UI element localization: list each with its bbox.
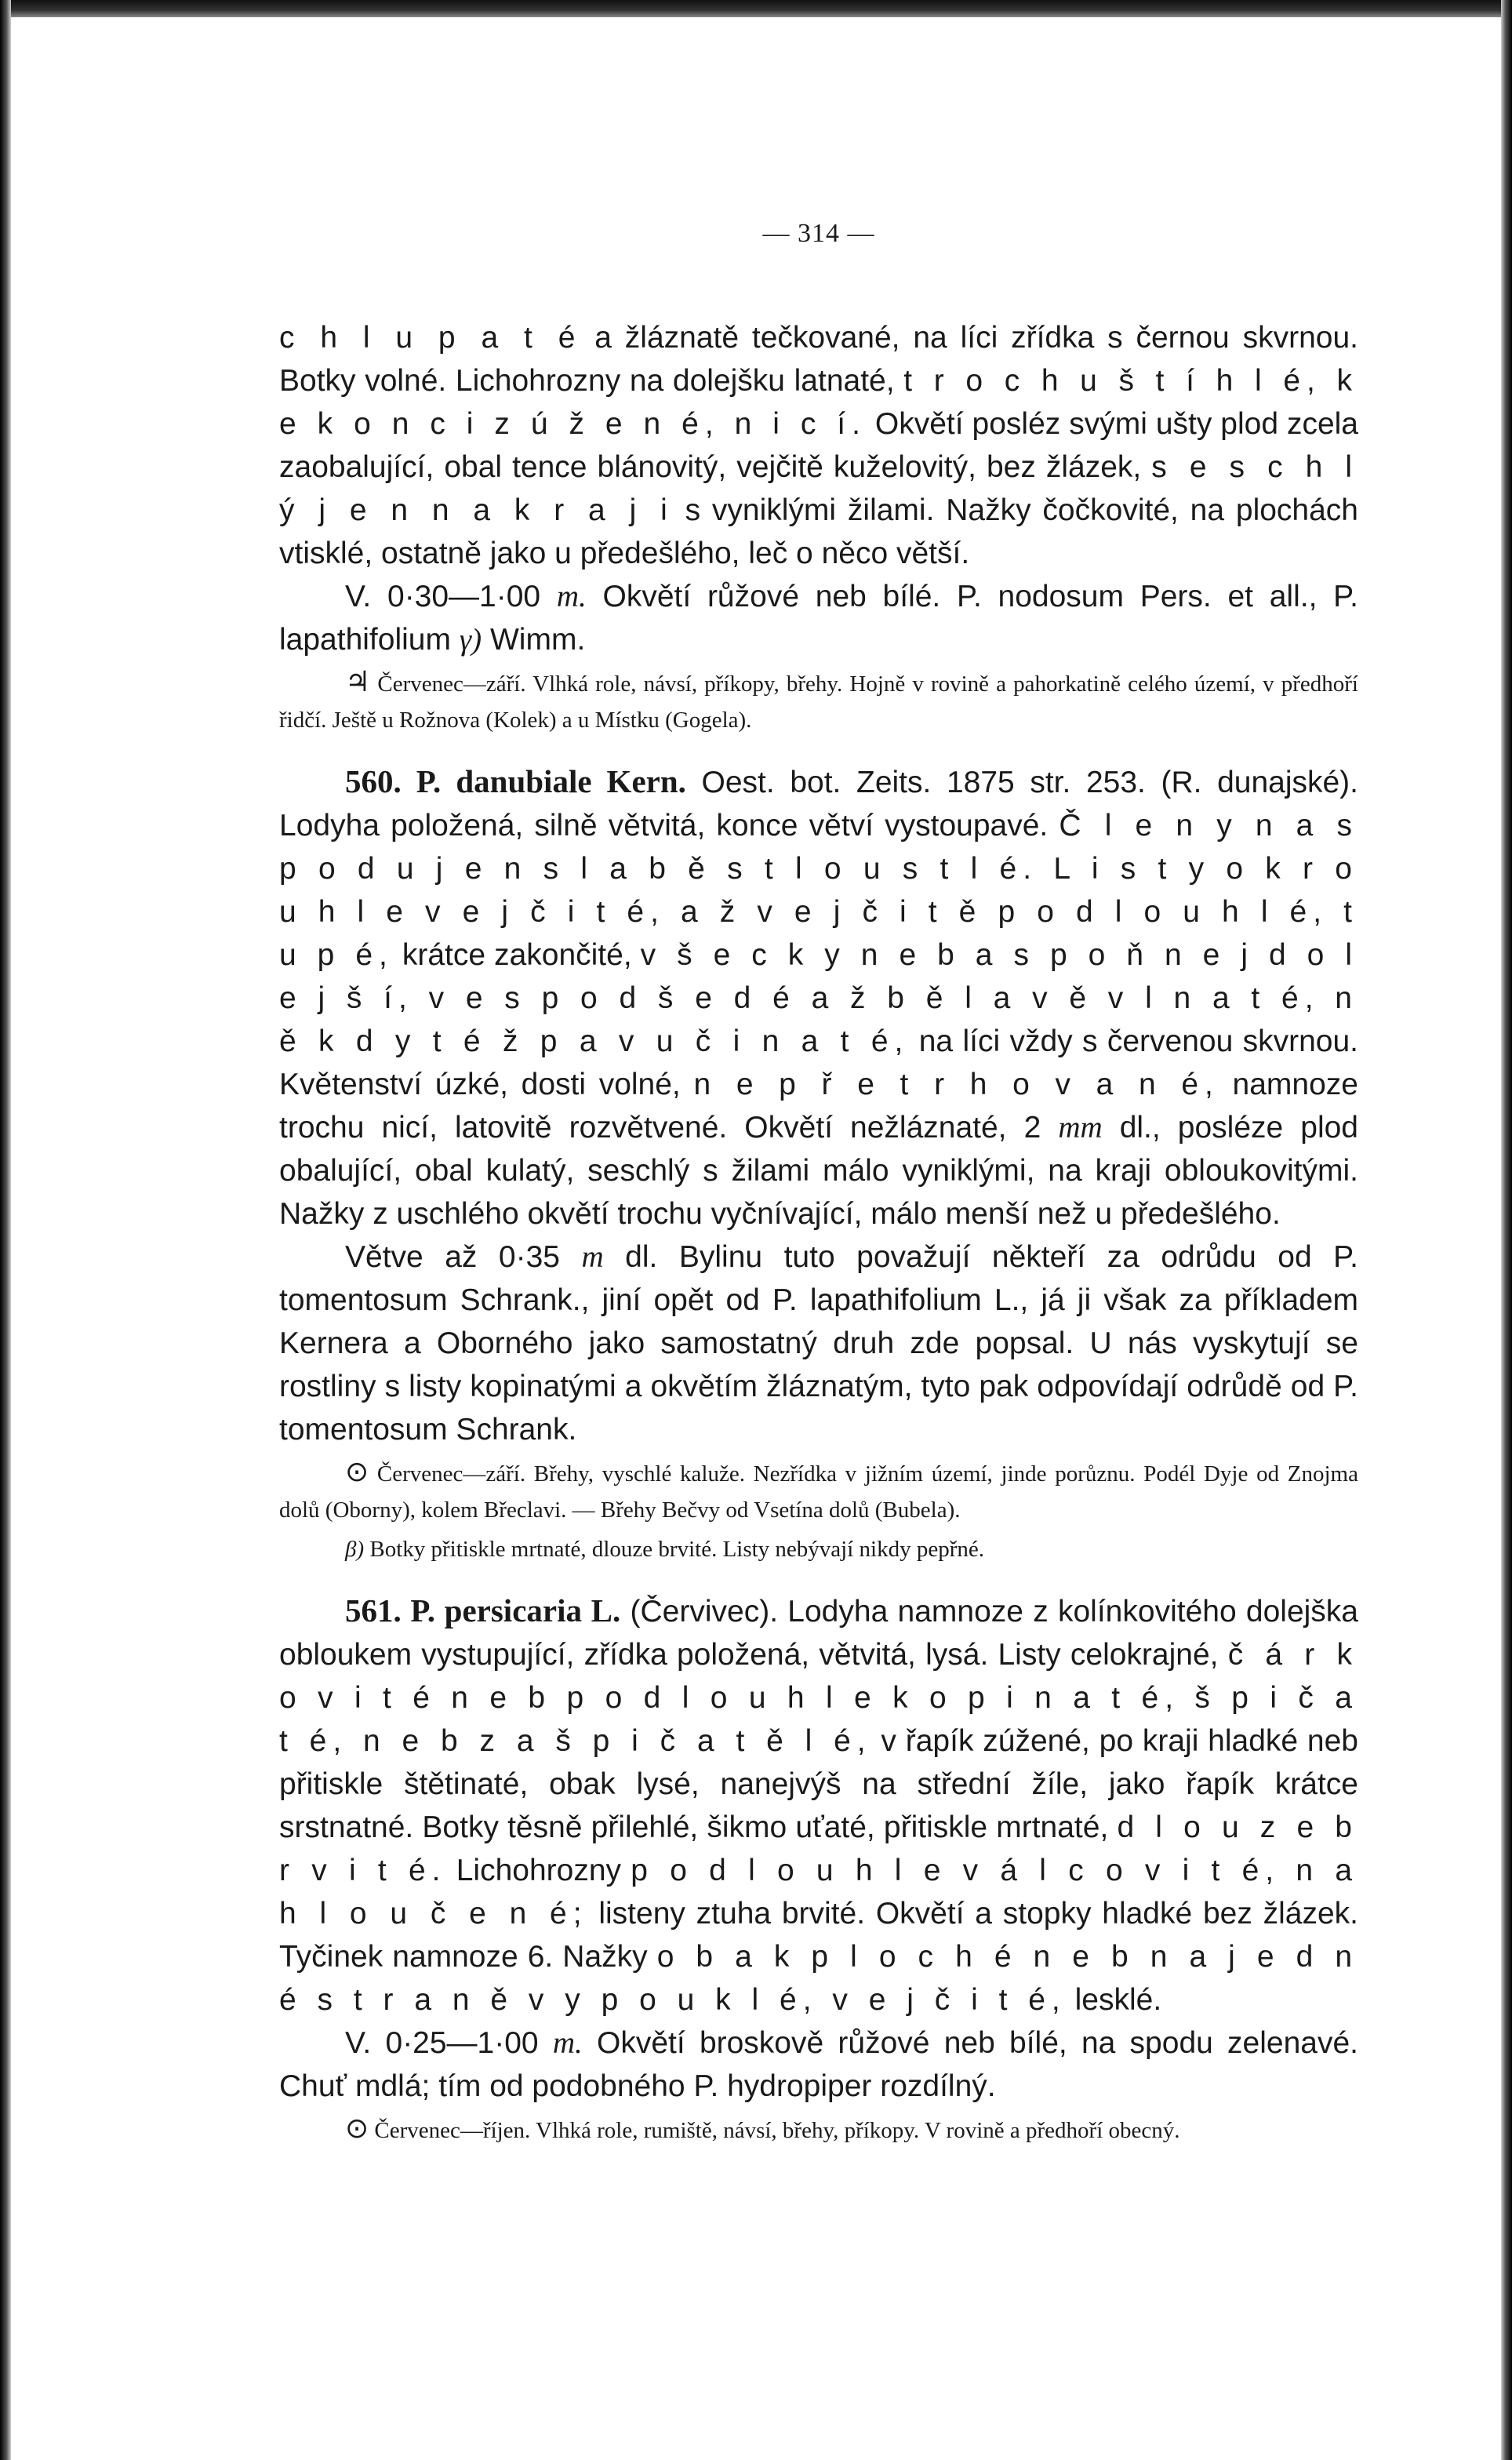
spaced-text: s e s c h l ý j e n n a k r a j i <box>279 450 1358 527</box>
body-text: Oest. bot. Zeits. 1875 str. 253. (R. dunajské). Lodyha položená, silně větvitá, konce větví vystoupavé. <box>279 766 1359 842</box>
body-text: Wimm. <box>482 623 586 657</box>
species-entry-561 <box>279 1589 1358 2021</box>
body-text: Lichohrozny <box>446 1854 631 1887</box>
spaced-text: c h l u p a t é <box>279 321 582 355</box>
body-text: V. 0·30—1·00 <box>345 580 557 613</box>
body-text: listeny ztuha brvité. Okvětí a stopky hladké bez žlázek. Tyčinek namnoze 6. Nažky <box>279 1897 1358 1974</box>
locality-text: Červenec—září. Vlhká role, návsí, příkopy, břehy. Hojně v rovině a pahorkatině celého území, v předhoří řidčí. Ještě u Rožnova (Kolek) a u Místku (Gogela). <box>279 671 1358 733</box>
spaced-text: č á r k o v i t é n e b p o d l o u h l e k o p i n a t é, š p i č a t é, n e b z a š p i č a t ě l é, <box>279 1638 1358 1758</box>
paragraph-size-note <box>279 575 1358 661</box>
scan-border-right <box>1501 0 1512 2460</box>
spaced-text: Č l e n y n a s p o d u j e n s l a b ě s t l o u s t l é. L i s t y o k r o u h l e v e j č i t é, a ž v e j č i t ě p o d l o u h l é, t u p é, <box>279 809 1358 972</box>
body-text: Okvětí růžové neb bílé. P. nodosum Pers. et all., P. lapathifolium <box>279 580 1358 657</box>
perennial-symbol-icon: ♃ <box>345 666 371 698</box>
spaced-text: n e p ř e t r h o v a n é, <box>693 1068 1219 1101</box>
body-text: s vyniklými žilami. Nažky čočkovité, na plochách vtisklé, ostatně jako u předešlého, leč o něco větší. <box>279 493 1358 570</box>
body-text: Větve až 0·35 <box>345 1240 582 1274</box>
species-entry-560 <box>279 760 1358 1235</box>
body-text: V. 0·25—1·00 <box>345 2026 553 2060</box>
body-text: krátce zakončité, <box>393 938 641 972</box>
body-text: dl., posléze plod obalující, obal kulatý, seschlý s žilami málo vyniklými, na kraji obloukovitými. Nažky z uschlého okvětí trochu vyčnívající, málo menší než u předešlého. <box>279 1111 1358 1231</box>
body-text: Okvětí posléz svými ušty plod zcela zaobalující, obal tence blánovitý, vejčitě kuželovitý, bez žlázek, <box>279 407 1358 484</box>
paragraph-size-note <box>279 2021 1358 2108</box>
paragraph-remarks <box>279 1235 1358 1451</box>
locality-text: Červenec—říjen. Vlhká role, rumiště, návsí, břehy, příkopy. V rovině a předhoří obecný. <box>369 2118 1180 2143</box>
body-text: (Červivec). Lodyha namnoze z kolínkovitého dolejška obloukem vystupující, zřídka položená, větvitá, lysá. Listy celokrajné, <box>279 1595 1358 1672</box>
variety-text: Botky přitiskle mrtnaté, dlouze brvité. Listy nebývají nikdy pepřné. <box>364 1537 984 1562</box>
body-text: na líci vždy s červenou skvrnou. Květenství úzké, dosti volné, <box>279 1024 1358 1101</box>
locality-note <box>279 664 1358 738</box>
variety-marker: β) <box>345 1537 365 1562</box>
scan-border-top <box>0 0 1512 17</box>
body-text: v řapík zúžené, po kraji hladké neb přitiskle štětinaté, obak lysé, nanejvýš na střední žíle, jako řapík krátce srstnatné. Botky těsně přilehlé, šikmo uťaté, přitiskle mrtnaté, <box>279 1724 1358 1844</box>
locality-note <box>279 2111 1358 2149</box>
species-heading: 560. P. danubiale Kern. <box>345 763 686 799</box>
body-text: Okvětí broskově růžové neb bílé, na spodu zelenavé. Chuť mdlá; tím od podobného P. hydropiper rozdílný. <box>279 2026 1359 2103</box>
spaced-text: d l o u z e b r v i t é. <box>279 1810 1358 1887</box>
page-number: — 314 — <box>762 219 875 248</box>
body-text: lesklé. <box>1066 1983 1162 2017</box>
annual-symbol-icon: ⊙ <box>345 2112 369 2145</box>
unit-text: m. <box>552 2026 583 2060</box>
unit-text: mm <box>1058 1111 1103 1144</box>
annual-symbol-icon: ⊙ <box>345 1456 369 1488</box>
body-text: namnoze trochu nicí, latovitě rozvětvené. Okvětí nežláznaté, 2 <box>279 1068 1358 1144</box>
book-page <box>279 212 1358 2152</box>
body-text: a žláznatě tečkované, na líci zřídka s černou skvrnou. Botky volné. Lichohrozny na dolejšku latnaté, <box>279 321 1358 398</box>
spaced-text: p o d l o u h l e v á l c o v i t é, n a h l o u č e n é; <box>279 1854 1359 1931</box>
unit-text: m <box>581 1240 604 1274</box>
species-heading: 561. P. persicaria L. <box>345 1592 621 1628</box>
locality-note <box>279 1454 1358 1528</box>
variety-marker: γ) <box>459 623 482 657</box>
spaced-text: t r o c h u š t í h l é, k e k o n c i z ú ž e n é, n i c í. <box>279 364 1358 441</box>
spaced-text: o b a k p l o c h é n e b n a j e d n é s t r a n ě v y p o u k l é, v e j č i t é, <box>279 1940 1359 2017</box>
scan-border-left <box>0 0 11 2460</box>
unit-text: m. <box>556 580 587 613</box>
variety-note <box>279 1531 1358 1567</box>
paragraph-description-continued <box>279 316 1358 575</box>
locality-text: Červenec—září. Břehy, vyschlé kaluže. Nezřídka v jižním území, jinde porůznu. Podél Dyje od Znojma dolů (Oborny), kolem Břeclavi. — Břehy Bečvy od Vsetína dolů (Bubela). <box>279 1461 1358 1523</box>
body-text: dl. Bylinu tuto považují někteří za odrůdu od P. tomentosum Schrank., jiní opět od P. lapathifolium L., já ji však za příkladem Kernera a Oborného jako samostatný druh zde popsal. U nás vyskytují se rostliny s listy kopinatými a okvětím žláznatým, tyto pak odpovídají odrůdě od P. tomentosum Schrank. <box>279 1240 1359 1447</box>
spaced-text: v š e c k y n e b a s p o ň n e j d o l e j š í, v e s p o d š e d é a ž b ě l a v ě v l n a t é, n ě k d y t é ž p a v u č i n a t é, <box>279 938 1359 1058</box>
